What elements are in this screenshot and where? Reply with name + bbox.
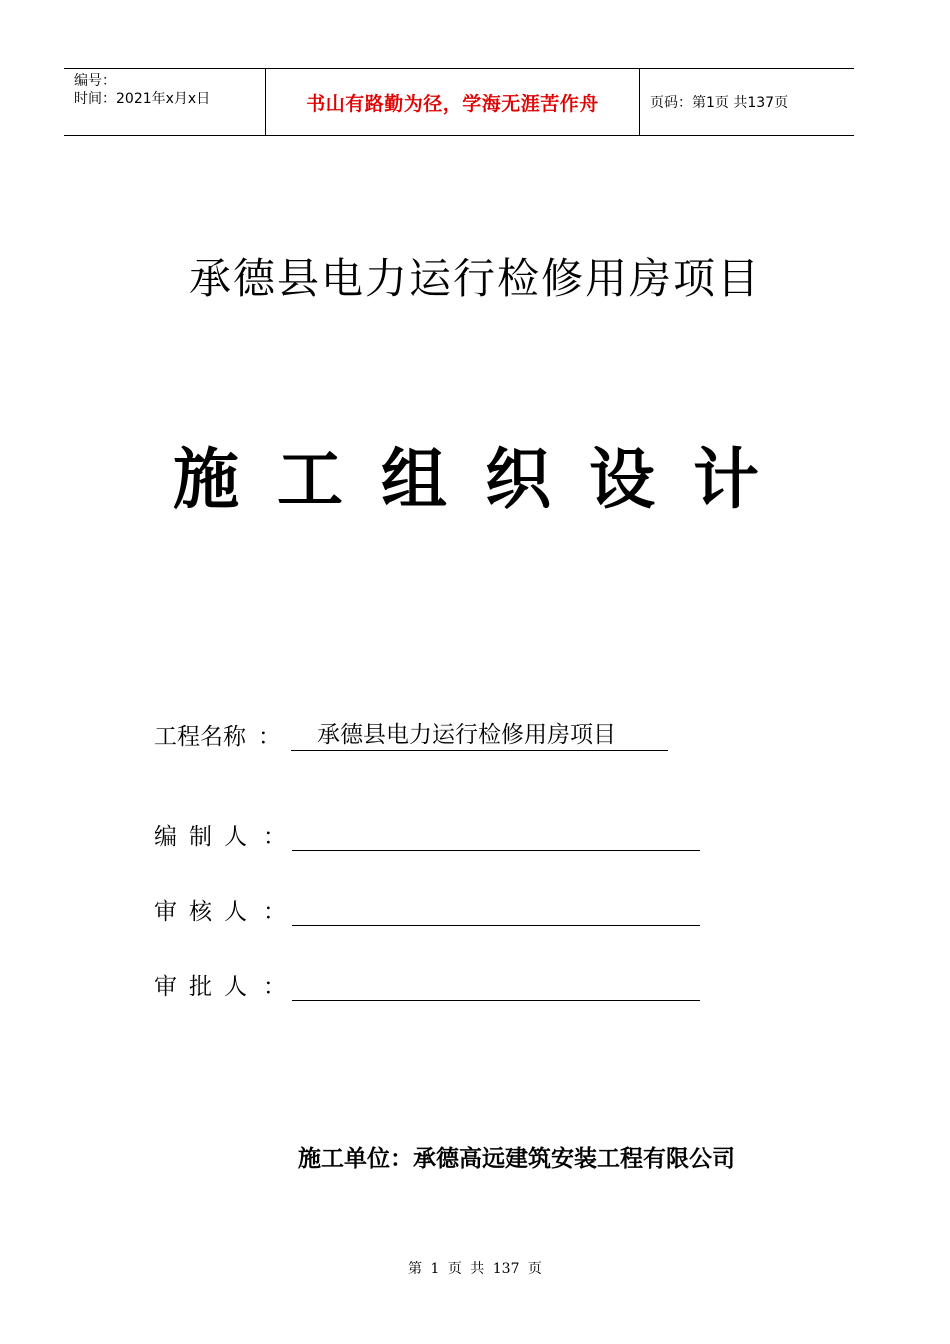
header-motto-cell xyxy=(266,69,640,135)
compiler-row xyxy=(154,818,700,851)
approver-colon: ： xyxy=(263,974,286,1000)
page-footer: 第 1 页 共 137 页 xyxy=(408,1261,542,1277)
motto-text: 书山有路勤为径，学海无涯苦作舟 xyxy=(306,92,599,115)
header-table xyxy=(64,68,854,136)
time-label: 时间：2021年x月x日 xyxy=(74,91,211,107)
project-name-value: 承德县电力运行检修用房项目 xyxy=(291,720,668,751)
header-meta-cell xyxy=(64,69,266,135)
approver-label: 审批人 xyxy=(154,974,259,1000)
reviewer-signature-line[interactable] xyxy=(292,898,700,926)
number-label: 编号： xyxy=(74,73,116,89)
document-title: 施工组织设计 xyxy=(173,440,797,518)
compiler-label: 编制人 xyxy=(154,824,259,850)
company-name: 施工单位：承德高远建筑安装工程有限公司 xyxy=(298,1146,735,1172)
approver-signature-line[interactable] xyxy=(292,973,700,1001)
project-name-row xyxy=(154,718,668,751)
compiler-colon: ： xyxy=(263,824,286,850)
project-title: 承德县电力运行检修用房项目 xyxy=(188,254,761,303)
approver-row xyxy=(154,968,700,1001)
reviewer-colon: ： xyxy=(263,899,286,925)
reviewer-row xyxy=(154,893,700,926)
header-page-cell xyxy=(640,69,854,135)
project-name-label: 工程名称 xyxy=(154,724,246,750)
reviewer-label: 审核人 xyxy=(154,899,259,925)
compiler-signature-line[interactable] xyxy=(292,823,700,851)
project-name-colon: ： xyxy=(258,724,281,750)
page-info: 页码：第1页 共137页 xyxy=(650,95,789,111)
